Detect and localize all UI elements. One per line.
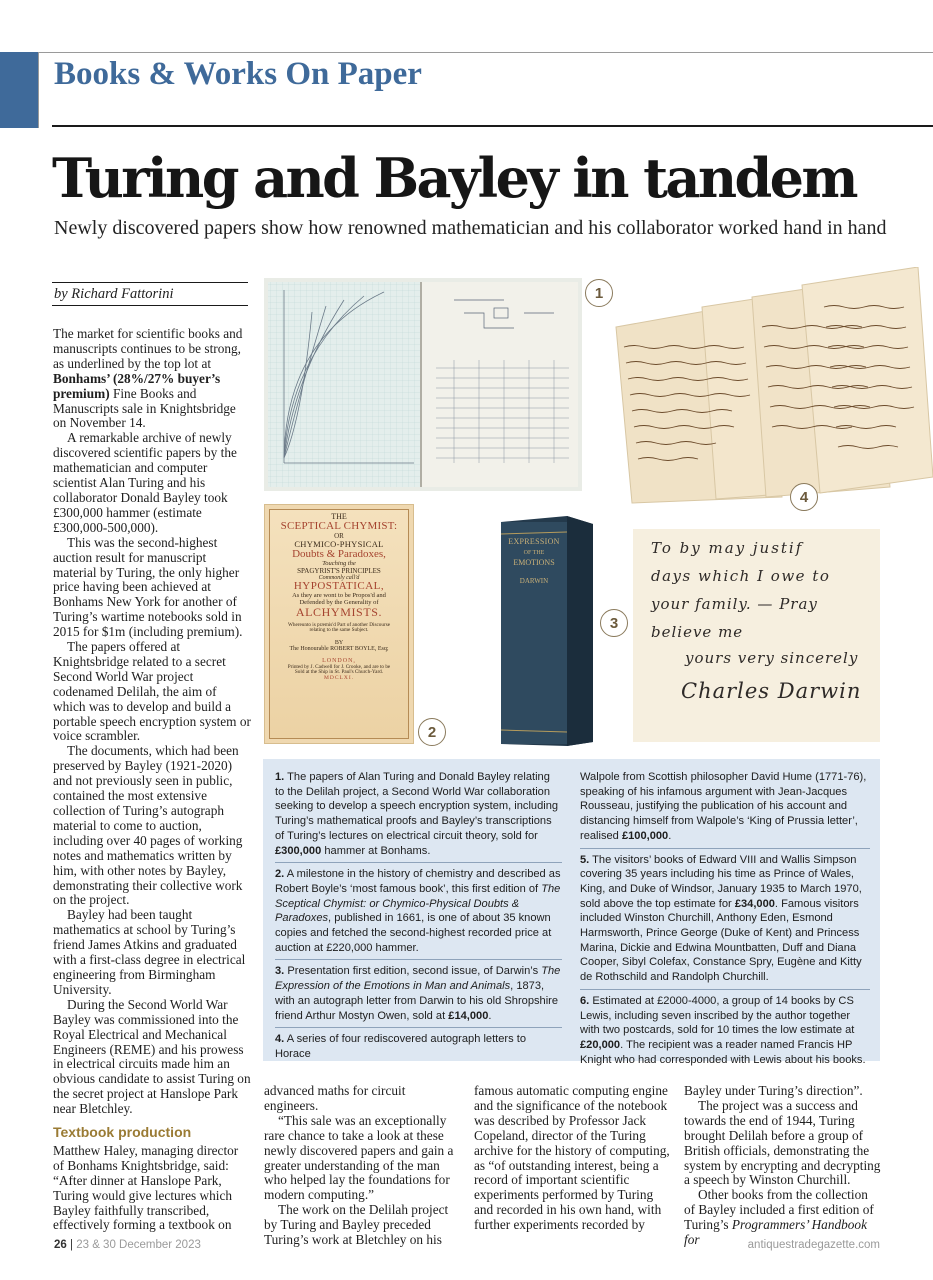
paragraph-2: A remarkable archive of newly discovered scientific papers by the mathematician and computer scientist Alan Turing and his collaborator Donald Bayley took £300,000 hammer (estimate £300,000-500,000). bbox=[53, 430, 237, 535]
footer-website-link[interactable]: antiquestradegazette.com bbox=[747, 1239, 880, 1251]
hume-letters-illustration bbox=[612, 267, 933, 507]
image-number-1: 1 bbox=[585, 279, 613, 307]
body-column-1 bbox=[53, 327, 251, 1233]
subhead-textbook-production: Textbook production bbox=[53, 1124, 192, 1141]
letter-handwriting: To by may justif days which I owe to your family. — Pray believe me yours very sincerely Charles Darwin bbox=[651, 539, 862, 703]
c2-paragraph-2: “This sale was an exceptionally rare chance to take a look at these newly discovered papers and gain a greater understanding of the man who helped lay the foundations for modern computing.” bbox=[264, 1112, 454, 1203]
c2-paragraph-1: advanced maths for circuit engineers. bbox=[264, 1083, 406, 1113]
c4-paragraph-1: Bayley under Turing’s direction”. bbox=[684, 1083, 863, 1098]
caption-6: 6. Estimated at £2000-4000, a group of 14 books by CS Lewis, including seven inscribed by the author together with two postcards, sold for 10 times the low estimate at £20,000. The recipient was a reader named Francis HP Knight who had corresponded with Lewis about his books. bbox=[580, 994, 866, 1066]
title-page-text: THE SCEPTICAL CHYMIST: OR CHYMICO-PHYSICAL Doubts & Paradoxes, Touching the SPAGYRIST'S PRINCIPLES Commonly call'd HYPOSTATICAL, As they are wont to be Propos'd and Defended by the Generality of ALCHYMISTS. Whereunto is præmis'd Part of another Discourse relating to the same Subject. BY The Honourable ROBERT BOYLE, Esq; LONDON, Printed by J. Cadwell for J. Crooke, and are to be Sold at the Ship in St. Paul's Church-Yard. MDCLXI. bbox=[280, 512, 398, 681]
page-number: 26 bbox=[54, 1239, 67, 1251]
paragraph-1: The market for scientific books and manuscripts continues to be strong, as underlined by the top lot at Bonhams’ (28%/27% buyer’s premium) Fine Books and Manuscripts sale in Knightsbridge on November 14. bbox=[53, 326, 243, 431]
byline: by Richard Fattorini bbox=[54, 286, 174, 302]
byline-rule-bottom bbox=[52, 305, 248, 306]
top-rule bbox=[38, 52, 933, 53]
paragraph-8: Matthew Haley, managing director of Bonhams Knightsbridge, said: “After dinner at Hanslope Park, Turing would give lectures which Bayley faithfully transcribed, effectively forming a textbook on bbox=[53, 1142, 239, 1233]
caption-5: 5. The visitors’ books of Edward VIII and Wallis Simpson covering 35 years including his time as Prince of Wales, King, and Duke of Windsor, January 1935 to March 1970, sold above the top estimate for £34,000. Famous visitors included Winston Churchill, Anthony Eden, Esmond Harmsworth, Prince George (Duke of Kent) and Princess Marina, Dickie and Edwina Mountbatten, Duff and Diana Cooper, Sibyl Colefax, Constance Spry, Eugène and Kitty de Rothschild and Randolph Churchill. bbox=[580, 849, 870, 990]
spine-text: EXPRESSION OF THE EMOTIONS DARWIN bbox=[508, 537, 560, 586]
caption-column-right bbox=[580, 766, 870, 1071]
c4-paragraph-2: The project was a success and towards the end of 1944, Turing brought Delilah before a group of British officials, demonstrating the system by encrypting and decrypting a speech by Winston Churchill. bbox=[684, 1097, 881, 1188]
byline-rule-top bbox=[52, 282, 248, 283]
footer-separator: | bbox=[70, 1239, 73, 1251]
body-column-3 bbox=[474, 1084, 672, 1233]
section-title: Books & Works On Paper bbox=[54, 56, 422, 92]
caption-4-start: 4. A series of four rediscovered autograph letters to Horace bbox=[275, 1033, 527, 1060]
body-column-4 bbox=[684, 1084, 882, 1248]
turing-notebook-illustration bbox=[264, 278, 582, 491]
paragraph-6: Bayley had been taught mathematics at school by Turing’s friend James Atkins and graduated with a first-class degree in electrical engineering from Birmingham University. bbox=[53, 907, 246, 997]
image-number-3: 3 bbox=[600, 609, 628, 637]
headline: Turing and Bayley in tandem bbox=[52, 146, 856, 210]
body-column-2 bbox=[264, 1084, 462, 1248]
footer-page-info bbox=[54, 1239, 201, 1251]
paragraph-3: This was the second-highest auction result for manuscript material by Turing, the only higher price having been achieved at Bonhams New York for another of Turing’s wartime notebooks sold in 2015 for $1m (including premium). bbox=[53, 534, 243, 640]
caption-2: 2. A milestone in the history of chemistry and described as Robert Boyle’s ‘most famous book’, this first edition of The Sceptical Chymist: or Chymico-Physical Doubts & Paradoxes, published in 1661, is one of about 35 known copies and fetched the second-highest recorded price at auction at £220,000 hammer. bbox=[275, 863, 562, 960]
hume-letters-image bbox=[612, 267, 933, 507]
c4-paragraph-3: Other books from the collection of Bayley included a first edition of Turing’s Programmers’ Handbook for bbox=[684, 1187, 874, 1248]
caption-3: 3. Presentation first edition, second issue, of Darwin’s The Expression of the Emotions in Man and Animals, 1873, with an autograph letter from Darwin to his old Shropshire friend Arthur Mostyn Owen, sold at £14,000. bbox=[275, 960, 562, 1028]
sceptical-chymist-image bbox=[264, 504, 414, 744]
paragraph-4: The papers offered at Knightsbridge related to a secret Second World War project codenamed Delilah, the aim of which was to develop and build a portable speech encryption system or voice scrambler. bbox=[53, 639, 251, 744]
header-left-rule bbox=[38, 52, 39, 128]
header-rule bbox=[52, 125, 933, 127]
image-number-4: 4 bbox=[790, 483, 818, 511]
section-tab bbox=[0, 52, 38, 128]
darwin-book-image bbox=[497, 514, 597, 746]
caption-4-continued: Walpole from Scottish philosopher David Hume (1771-76), speaking of his infamous argument with Jean-Jacques Rousseau, justifying the publication of his account and distancing himself from Walpole’s ‘King of Prussia letter’, realised £100,000. bbox=[580, 766, 870, 849]
c3-paragraph-1: famous automatic computing engine and the significance of the notebook was described by Professor Jack Copeland, director of the Turing archive for the history of computing, as “of outstanding interest, being a record of important scientific experiments performed by Turing and recorded in his own hand, with further experiments recorded by bbox=[474, 1083, 670, 1233]
turing-notebook-image bbox=[264, 278, 582, 491]
caption-column-left bbox=[275, 766, 562, 1066]
issue-date: 23 & 30 December 2023 bbox=[76, 1239, 201, 1251]
image-number-2: 2 bbox=[418, 718, 446, 746]
paragraph-5: The documents, which had been preserved by Bayley (1921-2020) and not previously seen in public, contained the most extensive collection of Turing’s autograph material to come to auction, including over 40 pages of working notes and mathematics written by him, with other notes by Bayley, demonstrating their collective work on the project. bbox=[53, 743, 243, 908]
standfirst: Newly discovered papers show how renowned mathematician and his collaborator worked hand in hand bbox=[54, 217, 887, 239]
darwin-letter-image bbox=[633, 529, 880, 742]
caption-1: 1. The papers of Alan Turing and Donald Bayley relating to the Delilah project, a Second World War collaboration seeking to develop a speech encryption system, including Turing’s mathematical proofs and Bayley’s transcriptions of Turing’s lectures on electrical circuit theory, sold for £300,000 hammer at Bonhams. bbox=[275, 766, 562, 863]
c2-paragraph-3: The work on the Delilah project by Turing and Bayley preceded Turing’s work at Bletchley on his bbox=[264, 1202, 449, 1248]
paragraph-7: During the Second World War Bayley was commissioned into the Royal Electrical and Mechanical Engineers (REME) and his prowess in electrical circuits made him an obvious candidate to assist Turing on the secret project at Hanslope Park near Bletchley. bbox=[53, 996, 251, 1117]
